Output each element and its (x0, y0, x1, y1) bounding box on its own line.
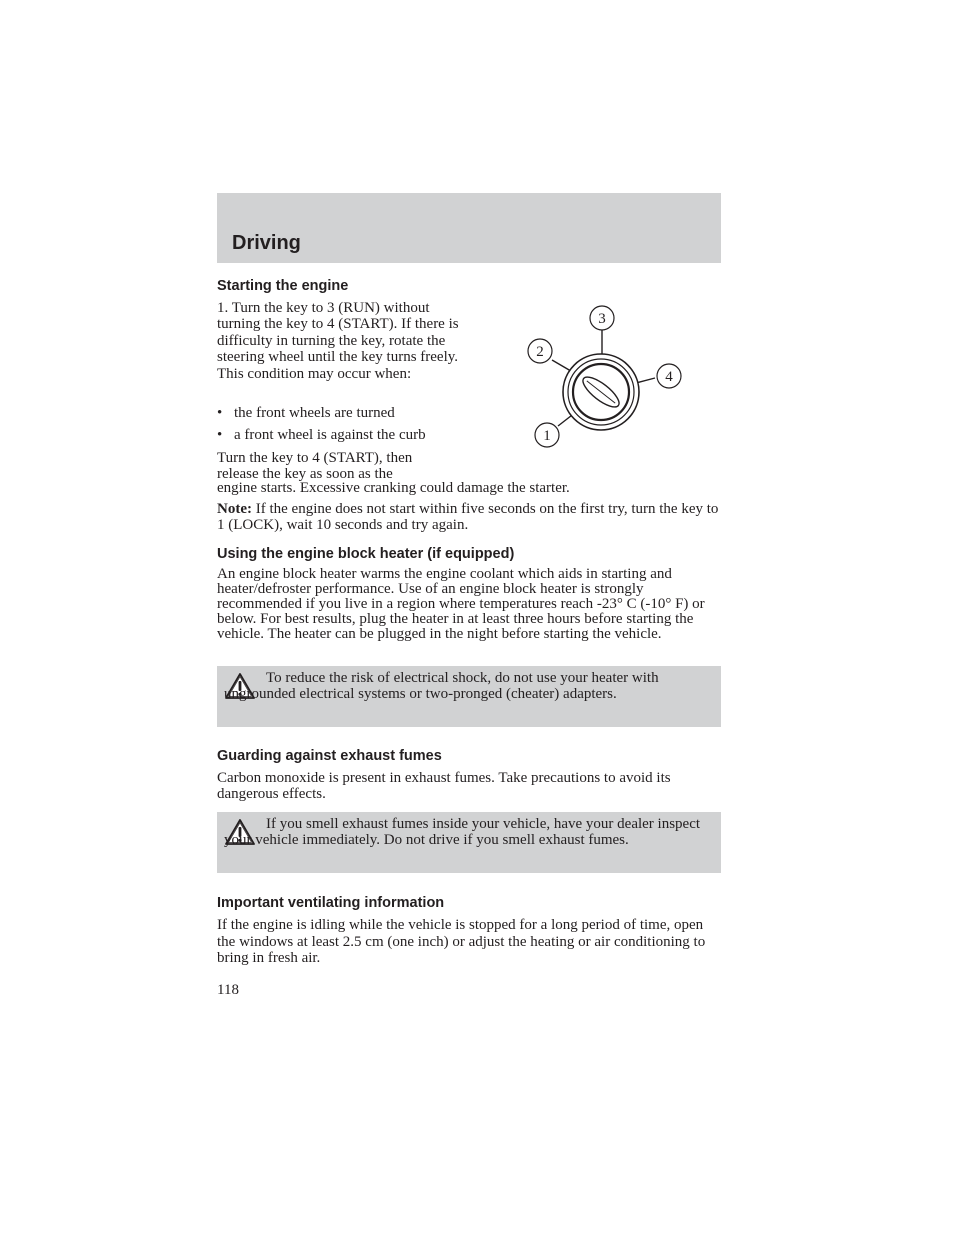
diagram-label-3: 3 (598, 311, 606, 327)
starting-paragraph-2b: engine starts. Excessive cranking could damage the starter. (217, 480, 570, 496)
section-title: Driving (232, 232, 301, 254)
section-header (217, 193, 721, 263)
ignition-key-diagram (520, 300, 690, 460)
bullet-item: • a front wheel is against the curb (217, 427, 426, 443)
heading-starting-engine: Starting the engine (217, 278, 349, 294)
diagram-label-2: 2 (536, 344, 544, 360)
starting-note (217, 502, 721, 533)
diagram-label-4: 4 (665, 369, 673, 385)
heading-block-heater: Using the engine block heater (if equipped) (217, 546, 515, 562)
bullet-item: • the front wheels are turned (217, 405, 395, 421)
warning-box-exhaust (217, 812, 721, 873)
starting-paragraph-1: 1. Turn the key to 3 (RUN) without turning the key to 4 (START). If there is difficulty in turning the key, rotate the steering wheel until the key turns freely. This condition may occur when: (217, 300, 459, 382)
bullet-text: the front wheels are turned (234, 405, 395, 421)
warning-box-electrical (217, 666, 721, 727)
starting-paragraph-2a: Turn the key to 4 (START), then release the key as soon as the (217, 450, 413, 482)
bullet-text: a front wheel is against the curb (234, 427, 426, 443)
heading-exhaust: Guarding against exhaust fumes (217, 748, 442, 764)
page-number: 118 (217, 982, 239, 998)
warning-text-electrical: To reduce the risk of electrical shock, do not use your heater with ungrounded electrical systems or two-pronged (cheater) adapters. (224, 670, 659, 702)
note-label: Note: (217, 501, 252, 517)
heading-ventilating: Important ventilating information (217, 895, 445, 911)
warning-text-exhaust: If you smell exhaust fumes inside your vehicle, have your dealer inspect your vehicle immediately. Do not drive if you smell exhaust fumes. (224, 816, 701, 848)
block-heater-paragraph: An engine block heater warms the engine coolant which aids in starting and heater/defroster performance. Use of an engine block heater is strongly recommended if you live in a region where temperatures reach -23° C (-10° F) or below. For best results, plug the heater in at least three hours before starting the vehicle. The heater can be plugged in the night before starting the vehicle. (217, 566, 705, 642)
ventilating-paragraph: If the engine is idling while the vehicle is stopped for a long period of time, open the windows at least 2.5 cm (one inch) or adjust the heating or air conditioning to bring in fresh air. (217, 917, 706, 966)
diagram-label-1: 1 (543, 428, 551, 444)
note-text: If the engine does not start within five seconds on the first try, turn the key to 1 (LOCK), wait 10 seconds and try again. (217, 501, 719, 533)
exhaust-paragraph: Carbon monoxide is present in exhaust fumes. Take precautions to avoid its dangerous effects. (217, 770, 671, 802)
